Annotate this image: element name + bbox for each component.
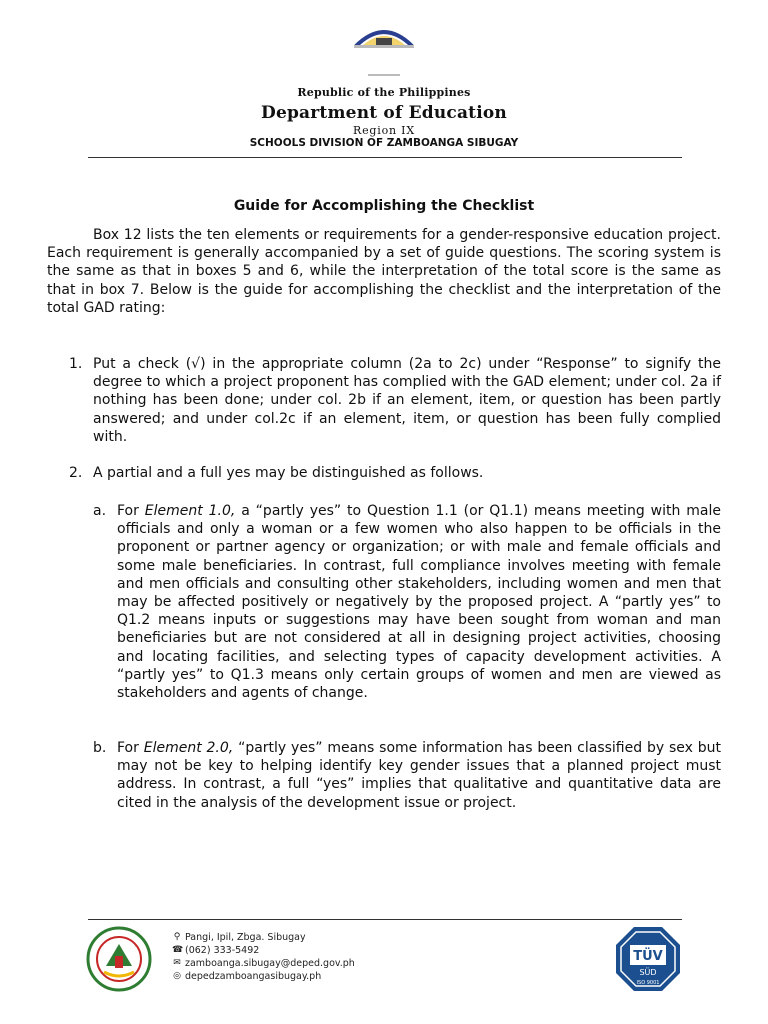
footer-address: Pangi, Ipil, Zbga. Sibugay bbox=[185, 932, 306, 943]
item-1-number: 1. bbox=[69, 356, 83, 372]
sub-item-b-letter: b. bbox=[93, 740, 107, 756]
footer-address-row bbox=[172, 931, 355, 944]
tuv-sud-iso-badge bbox=[614, 925, 682, 993]
seal-caption-decoration bbox=[368, 74, 400, 82]
footer-phone-row bbox=[172, 944, 355, 957]
footer-contacts bbox=[172, 931, 355, 983]
tuv-iso-text: ISO 9001 bbox=[636, 980, 660, 986]
header-division: SCHOOLS DIVISION OF ZAMBOANGA SIBUGAY bbox=[249, 137, 519, 149]
sub-item-a-element: Element 1.0, bbox=[144, 503, 236, 519]
item-2-text: A partial and a full yes may be distinguished as follows. bbox=[93, 465, 484, 481]
sub-item-b-element: Element 2.0, bbox=[143, 740, 234, 756]
item-2-number: 2. bbox=[69, 465, 83, 481]
footer-web-row bbox=[172, 970, 355, 983]
web-icon: ◎ bbox=[173, 971, 181, 981]
sub-item-b-body: “partly yes” means some information has been classified by sex but may not be key to helping identify key gender issues that a planned project must address. In contrast, a full “yes” implies that qualitative and quantitative data are cited in the analysis of the development issue or project. bbox=[117, 740, 721, 811]
sub-item-a-body: a “partly yes” to Question 1.1 (or Q1.1) means meeting with male officials and only a woman or a few women who also happen to be officials in the proponent or partner agency or organization; or with male and female officials and some male beneficiaries. In contrast, full compliance involves meeting with female and men officials and consulting other stakeholders, including women and men that may be affected positively or negatively by the proposed project. A “partly yes” to Q1.2 means inputs or suggestions may have been sought from woman and man beneficiaries but are not considered at all in designing project activities, choosing and locating facilities, and selecting types of capacity development activities. A “partly yes” to Q1.3 means only certain groups of women and men are viewed as stakeholders and agents of change. bbox=[117, 503, 721, 702]
footer-email[interactable]: zamboanga.sibugay@deped.gov.ph bbox=[185, 958, 355, 969]
sub-item-b-prefix: For bbox=[117, 740, 144, 756]
tuv-sub-text: SÜD bbox=[639, 968, 657, 977]
item-1-text: Put a check (√) in the appropriate column (2a to 2c) under “Response” to signify the degree to which a project proponent has complied with the GAD element; under col. 2a if nothing has been done; under col. 2b if an element, item, or question has been partly answered; and under col.2c if an element, item, or question has been fully complied with. bbox=[93, 356, 721, 445]
header-republic: Republic of the Philippines bbox=[297, 86, 471, 99]
sub-item-a-text bbox=[117, 502, 721, 702]
header-region: Region IX bbox=[353, 124, 415, 137]
sub-item-a-prefix: For bbox=[117, 503, 145, 519]
phone-icon: ☎ bbox=[172, 945, 184, 955]
footer-email-row bbox=[172, 957, 355, 970]
header-divider bbox=[88, 157, 682, 158]
deped-seal bbox=[352, 24, 416, 50]
sub-item-b-text bbox=[117, 739, 721, 812]
footer-web[interactable]: depedzamboangasibugay.ph bbox=[185, 971, 322, 982]
tuv-brand-text: TÜV bbox=[633, 949, 663, 964]
header-department: Department of Education bbox=[261, 103, 507, 123]
email-icon: ✉ bbox=[173, 958, 181, 968]
division-logo bbox=[86, 926, 152, 992]
intro-paragraph: Box 12 lists the ten elements or requirements for a gender-responsive education project. Each requirement is generally accompanied by a set of guide questions. The scoring system is the same as that in boxes 5 and 6, while the interpretation of the total score is the same as that in box 7. Below is the guide for accomplishing the checklist and the interpretation of the total GAD rating: bbox=[47, 227, 721, 316]
footer-divider bbox=[88, 919, 682, 920]
document-title: Guide for Accomplishing the Checklist bbox=[233, 198, 535, 214]
footer-phone: (062) 333-5492 bbox=[185, 945, 260, 956]
location-pin-icon: ⚲ bbox=[173, 932, 181, 942]
sub-item-a-letter: a. bbox=[93, 503, 107, 519]
